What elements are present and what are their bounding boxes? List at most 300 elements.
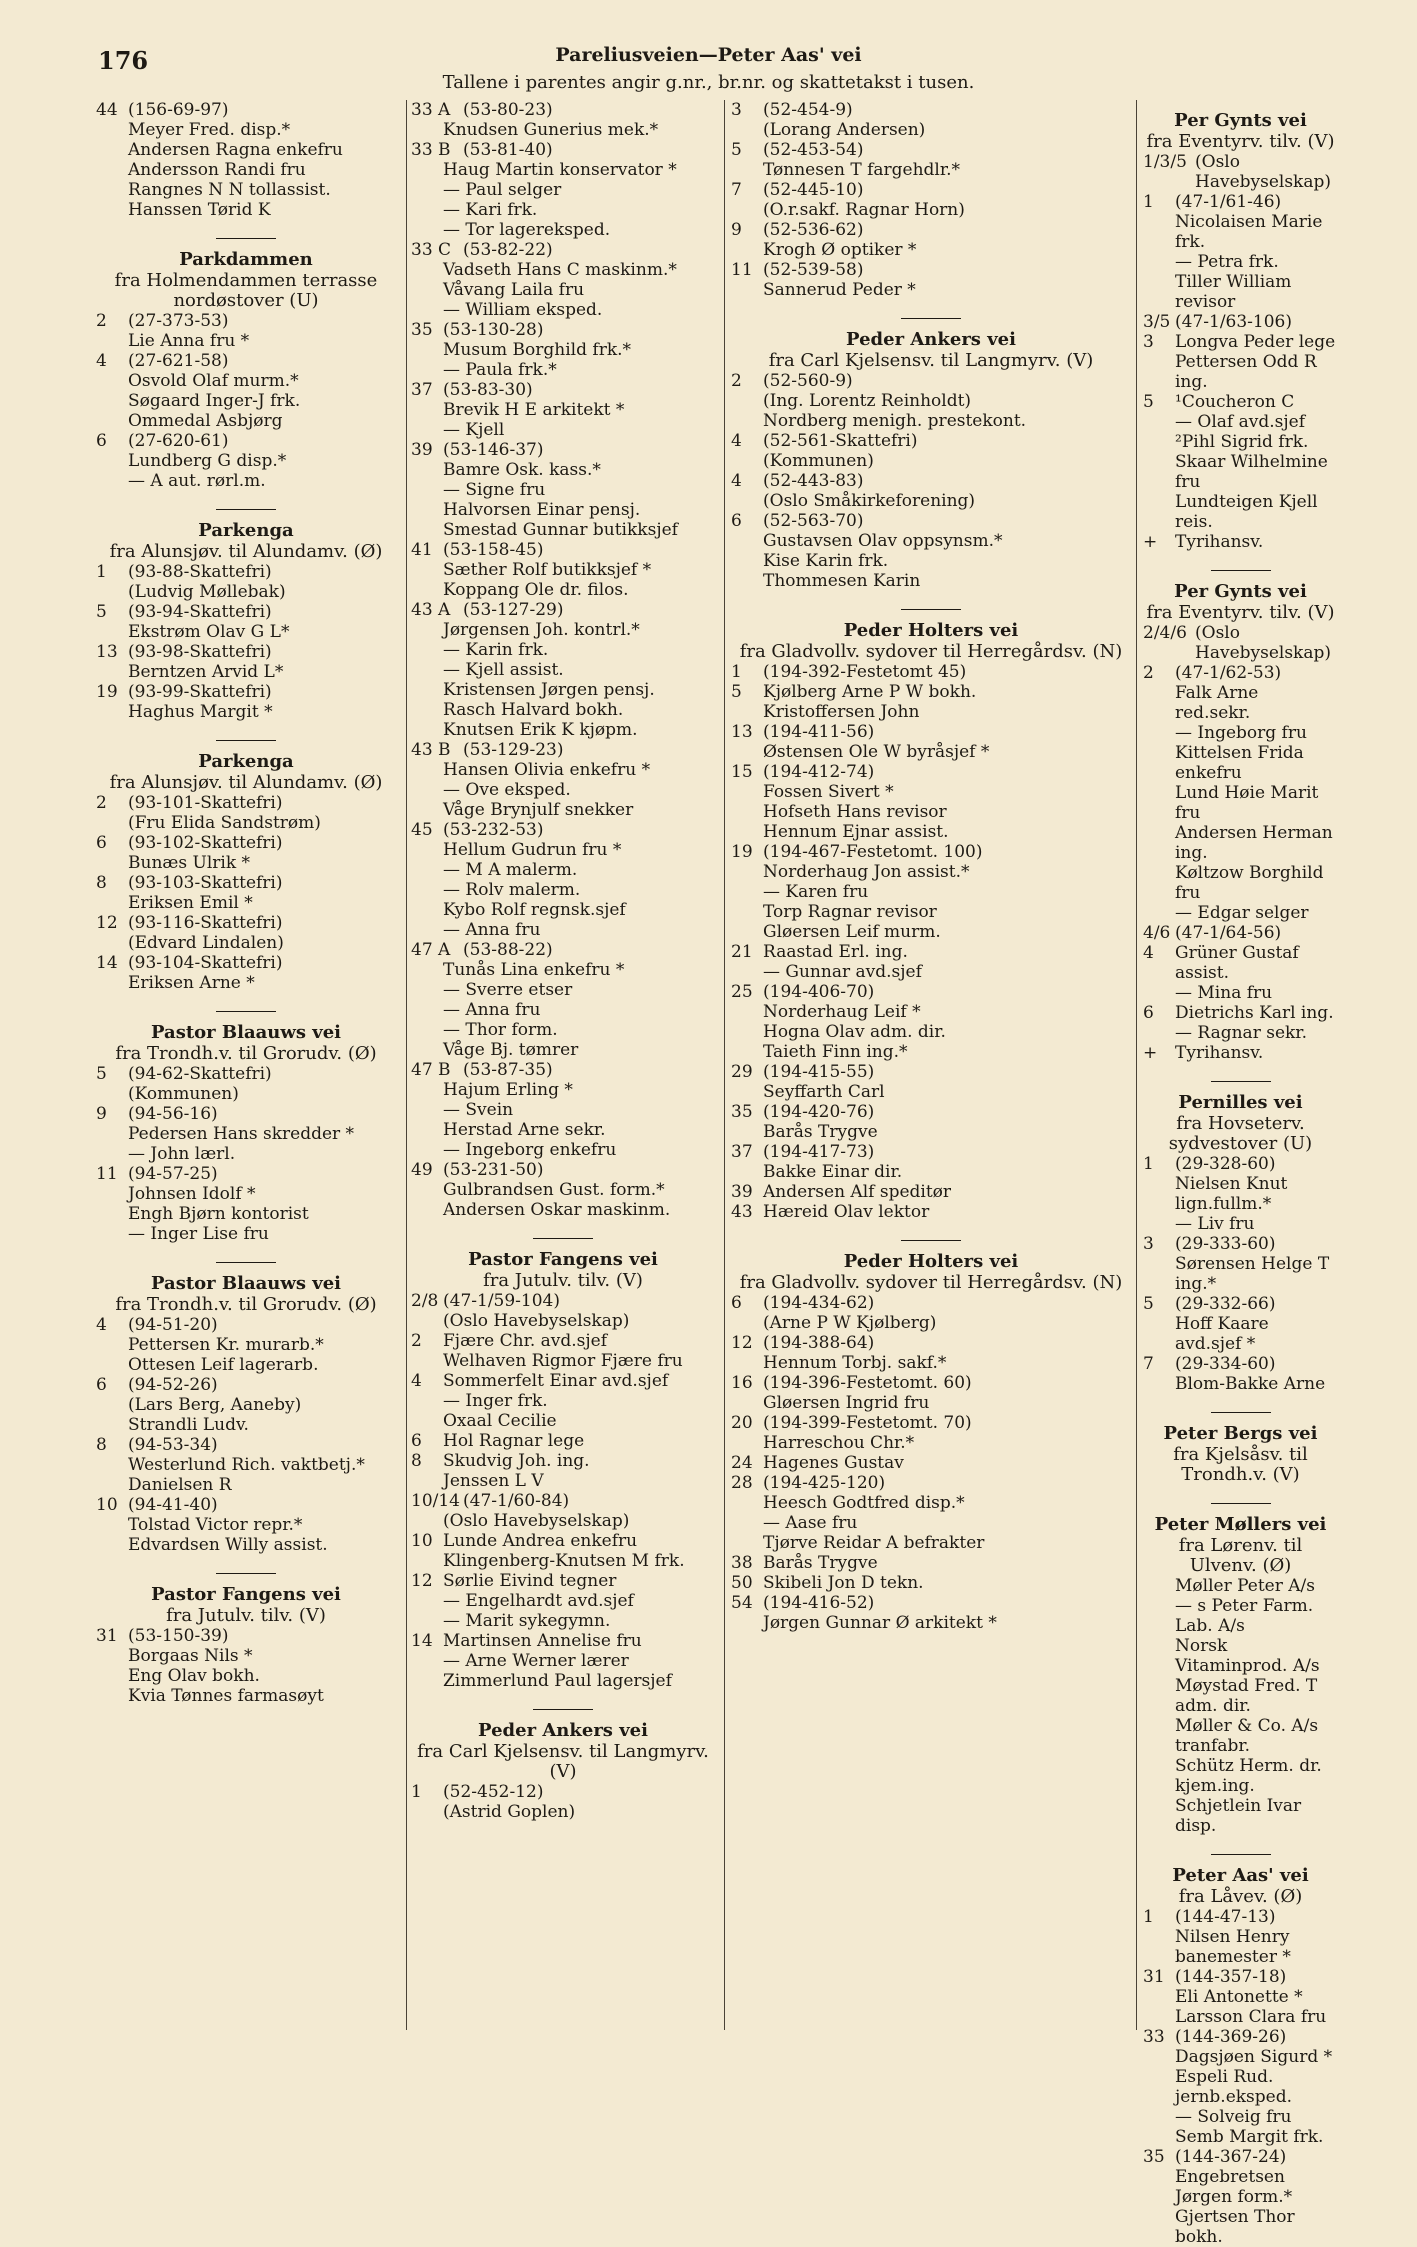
street-description: fra Jutulv. tilv. (V) xyxy=(166,1605,326,1626)
resident-entry: Raastad Erl. ing. xyxy=(763,942,908,962)
house-number: 2 xyxy=(1143,663,1154,683)
list-item xyxy=(731,1333,1131,1353)
resident-entry: Nicolaisen Marie frk. xyxy=(1175,212,1323,252)
house-number xyxy=(96,1535,128,1555)
list-item xyxy=(1143,1716,1338,1756)
street-block xyxy=(731,609,1131,1222)
resident-entry: (Oslo Havebyselskap) xyxy=(443,1511,630,1531)
house-number xyxy=(1143,252,1175,272)
house-number xyxy=(411,360,443,380)
house-number xyxy=(411,760,443,780)
house-number xyxy=(411,800,443,820)
resident-entry: (52-560-9) xyxy=(763,371,853,391)
resident-entry: (53-158-45) xyxy=(443,540,544,560)
house-number xyxy=(411,1311,443,1331)
resident-entry: (194-406-70) xyxy=(763,982,875,1002)
house-number: 47 B xyxy=(411,1060,451,1080)
list-item xyxy=(96,1395,396,1415)
house-number: 28 xyxy=(731,1473,753,1493)
list-item xyxy=(1143,1967,1338,1987)
list-item xyxy=(1143,392,1338,412)
list-item xyxy=(731,802,1131,822)
resident-entry: (52-454-9) xyxy=(763,100,853,120)
resident-entry: — Ragnar sekr. xyxy=(1175,1023,1307,1043)
house-number: 4/6 xyxy=(1143,923,1171,943)
list-item xyxy=(96,451,396,471)
resident-entry: Ottesen Leif lagerarb. xyxy=(128,1355,319,1375)
resident-entry: Musum Borghild frk.* xyxy=(443,340,632,360)
house-number xyxy=(411,920,443,940)
list-item xyxy=(1143,212,1338,252)
resident-entry: Søgaard Inger-J frk. xyxy=(128,391,301,411)
resident-entry: — Kari frk. xyxy=(443,200,538,220)
house-number xyxy=(731,491,763,511)
house-number xyxy=(731,391,763,411)
list-item xyxy=(411,1200,715,1220)
list-item xyxy=(96,411,396,431)
list-item xyxy=(1143,903,1338,923)
list-item xyxy=(731,1393,1131,1413)
house-number xyxy=(731,551,763,571)
resident-entry: (94-62-Skattefri) xyxy=(128,1064,272,1084)
house-number xyxy=(411,420,443,440)
resident-entry: (52-443-83) xyxy=(763,471,864,491)
house-number: 4 xyxy=(731,471,742,491)
street-block xyxy=(411,1238,715,1691)
list-item xyxy=(731,200,1131,220)
resident-entry: — A aut. rørl.m. xyxy=(128,471,266,491)
house-number: 31 xyxy=(96,1626,118,1646)
resident-entry: Lie Anna fru * xyxy=(128,331,250,351)
street-description: fra Hovseterv. sydvestover (U) xyxy=(1168,1113,1313,1154)
section-divider xyxy=(1211,1854,1271,1855)
list-item xyxy=(411,980,715,1000)
house-number xyxy=(96,622,128,642)
resident-entry: Dietrichs Karl ing. xyxy=(1175,1003,1334,1023)
resident-entry: Knudsen Gunerius mek.* xyxy=(443,120,659,140)
house-number: 4 xyxy=(96,351,107,371)
resident-entry: Våvang Laila fru xyxy=(443,280,585,300)
list-item xyxy=(731,1102,1131,1122)
house-number xyxy=(1143,452,1175,492)
house-number xyxy=(1143,412,1175,432)
house-number xyxy=(96,471,128,491)
resident-entry: Grüner Gustaf assist. xyxy=(1175,943,1299,983)
resident-entry: Seyffarth Carl xyxy=(763,1082,885,1102)
resident-entry: — Anna fru xyxy=(443,1000,541,1020)
resident-entry: Larsson Clara fru xyxy=(1175,2007,1327,2027)
house-number xyxy=(1143,272,1175,312)
resident-entry: — Kjell xyxy=(443,420,505,440)
resident-entry: Halvorsen Einar pensj. xyxy=(443,500,641,520)
list-item xyxy=(1143,1596,1338,1636)
list-item xyxy=(411,1060,715,1080)
list-item xyxy=(411,220,715,240)
list-item xyxy=(1143,312,1338,332)
list-item xyxy=(411,900,715,920)
house-number: 7 xyxy=(1143,1354,1154,1374)
house-number: 25 xyxy=(731,982,753,1002)
resident-entry: (Oslo Havebyselskap) xyxy=(1195,623,1332,663)
house-number xyxy=(96,1686,128,1706)
street-description: fra Alunsjøv. til Alundamv. (Ø) xyxy=(109,541,383,562)
house-number xyxy=(411,260,443,280)
resident-entry: — Signe fru xyxy=(443,480,546,500)
list-item xyxy=(96,853,396,873)
street-name: Peder Holters vei xyxy=(843,620,1019,641)
house-number: 8 xyxy=(96,873,107,893)
list-item xyxy=(411,180,715,200)
list-item xyxy=(731,1082,1131,1102)
resident-entry: Herstad Arne sekr. xyxy=(443,1120,606,1140)
list-item xyxy=(731,862,1131,882)
list-item xyxy=(96,873,396,893)
list-item xyxy=(731,531,1131,551)
resident-entry: Kristensen Jørgen pensj. xyxy=(443,680,655,700)
house-number xyxy=(731,1022,763,1042)
resident-entry: (Oslo Havebyselskap) xyxy=(1195,152,1332,192)
list-item xyxy=(96,642,396,662)
list-item xyxy=(411,1391,715,1411)
house-number xyxy=(731,1122,763,1142)
resident-entry: Møystad Fred. T adm. dir. xyxy=(1175,1676,1318,1716)
resident-entry: Hansen Olivia enkefru * xyxy=(443,760,651,780)
house-number xyxy=(1143,492,1175,532)
resident-entry: Eli Antonette * xyxy=(1175,1987,1303,2007)
house-number xyxy=(1143,1174,1175,1214)
list-item xyxy=(96,120,396,140)
list-item xyxy=(411,320,715,340)
resident-entry: Krogh Ø optiker * xyxy=(763,240,917,260)
house-number xyxy=(731,742,763,762)
list-item xyxy=(411,540,715,560)
list-item xyxy=(1143,2207,1338,2247)
house-number xyxy=(1143,723,1175,743)
house-number: 44 xyxy=(96,100,118,120)
house-number: 1 xyxy=(1143,1907,1154,1927)
resident-entry: Oxaal Cecilie xyxy=(443,1411,557,1431)
list-item xyxy=(731,1373,1131,1393)
house-number xyxy=(1143,1214,1175,1234)
resident-entry: Haghus Margit * xyxy=(128,702,273,722)
street-name: Peter Aas' vei xyxy=(1172,1865,1309,1886)
resident-entry: Semb Margit frk. xyxy=(1175,2127,1324,2147)
house-number xyxy=(1143,1927,1175,1967)
list-item xyxy=(411,1080,715,1100)
resident-entry: (53-82-22) xyxy=(463,240,553,260)
resident-entry: (Ing. Lorentz Reinholdt) xyxy=(763,391,972,411)
resident-entry: (194-417-73) xyxy=(763,1142,875,1162)
house-number: 2 xyxy=(96,311,107,331)
resident-entry: — Ove eksped. xyxy=(443,780,571,800)
list-item xyxy=(731,882,1131,902)
house-number: 12 xyxy=(731,1333,753,1353)
resident-entry: Smestad Gunnar butikksjef xyxy=(443,520,678,540)
house-number: 19 xyxy=(96,682,118,702)
resident-entry: (156-69-97) xyxy=(128,100,229,120)
resident-entry: Heesch Godtfred disp.* xyxy=(763,1493,965,1513)
list-item xyxy=(731,1533,1131,1553)
house-number: 37 xyxy=(411,380,433,400)
resident-entry: (29-333-60) xyxy=(1175,1234,1276,1254)
resident-entry: (93-116-Skattefri) xyxy=(128,913,283,933)
street-block xyxy=(1143,1412,1338,1485)
resident-entry: (94-57-25) xyxy=(128,1164,218,1184)
resident-entry: Norderhaug Leif * xyxy=(763,1002,921,1022)
list-item xyxy=(411,1180,715,1200)
resident-entry: Hennum Torbj. sakf.* xyxy=(763,1353,947,1373)
resident-entry: (47-1/62-53) xyxy=(1175,663,1282,683)
house-number xyxy=(1143,2167,1175,2207)
street-block xyxy=(731,1240,1131,1633)
street-name: Parkenga xyxy=(198,520,294,541)
list-item xyxy=(96,371,396,391)
resident-entry: Sørlie Eivind tegner xyxy=(443,1571,617,1591)
resident-entry: Jørgen Gunnar Ø arkitekt * xyxy=(763,1613,997,1633)
list-item xyxy=(1143,623,1338,663)
resident-entry: (93-98-Skattefri) xyxy=(128,642,272,662)
list-item xyxy=(731,160,1131,180)
list-item xyxy=(1143,1154,1338,1174)
list-item xyxy=(1143,1636,1338,1676)
house-number: 43 A xyxy=(411,600,451,620)
list-item xyxy=(96,311,396,331)
list-item xyxy=(1143,432,1338,452)
list-item xyxy=(411,1591,715,1611)
resident-entry: Hajum Erling * xyxy=(443,1080,573,1100)
list-item xyxy=(411,960,715,980)
section-divider xyxy=(1211,1412,1271,1413)
resident-entry: (194-396-Festetomt. 60) xyxy=(763,1373,972,1393)
house-number xyxy=(96,391,128,411)
house-number xyxy=(1143,743,1175,783)
resident-entry: (144-47-13) xyxy=(1175,1907,1276,1927)
list-item xyxy=(96,1224,396,1244)
resident-entry: Sannerud Peder * xyxy=(763,280,916,300)
list-item xyxy=(731,451,1131,471)
resident-entry: Knutsen Erik K kjøpm. xyxy=(443,720,638,740)
street-description: fra Gladvollv. sydover til Herregårdsv. (N) xyxy=(739,641,1123,662)
list-item xyxy=(96,1204,396,1224)
list-item xyxy=(1143,983,1338,1003)
resident-entry: Schütz Herm. dr. kjem.ing. xyxy=(1175,1756,1322,1796)
house-number xyxy=(411,840,443,860)
house-number: 5 xyxy=(1143,392,1154,412)
list-item xyxy=(1143,452,1338,492)
resident-entry: (144-369-26) xyxy=(1175,2027,1287,2047)
list-item xyxy=(96,100,396,120)
resident-entry: Pedersen Hans skredder * xyxy=(128,1124,355,1144)
list-item xyxy=(411,460,715,480)
house-number xyxy=(731,902,763,922)
street-block xyxy=(1143,1081,1338,1394)
resident-entry: Gustavsen Olav oppsynsm.* xyxy=(763,531,1003,551)
house-number: 19 xyxy=(731,842,753,862)
list-item xyxy=(96,933,396,953)
house-number xyxy=(731,1353,763,1373)
house-number xyxy=(96,1124,128,1144)
house-number xyxy=(1143,1716,1175,1756)
house-number xyxy=(1143,1676,1175,1716)
street-block xyxy=(731,318,1131,591)
list-item xyxy=(1143,1003,1338,1023)
house-number: 10/14 xyxy=(411,1491,460,1511)
house-number xyxy=(96,180,128,200)
list-item xyxy=(411,1782,715,1802)
list-item xyxy=(731,1353,1131,1373)
list-item xyxy=(1143,272,1338,312)
resident-entry: — Gunnar avd.sjef xyxy=(763,962,922,982)
house-number xyxy=(96,1144,128,1164)
list-item xyxy=(1143,2107,1338,2127)
house-number: 6 xyxy=(731,511,742,531)
house-number: 9 xyxy=(96,1104,107,1124)
resident-entry: (53-88-22) xyxy=(463,940,553,960)
list-item xyxy=(731,551,1131,571)
resident-entry: Haug Martin konservator * xyxy=(443,160,677,180)
house-number: 6 xyxy=(1143,1003,1154,1023)
resident-entry: Norsk Vitaminprod. A/s xyxy=(1175,1636,1320,1676)
list-item xyxy=(411,680,715,700)
resident-entry: (27-620-61) xyxy=(128,431,229,451)
list-item xyxy=(731,491,1131,511)
house-number: 10 xyxy=(96,1495,118,1515)
house-number xyxy=(731,280,763,300)
list-item xyxy=(731,471,1131,491)
list-item xyxy=(1143,1043,1338,1063)
house-number xyxy=(731,411,763,431)
house-number: 1 xyxy=(1143,1154,1154,1174)
resident-entry: Østensen Ole W byråsjef * xyxy=(763,742,990,762)
section-divider xyxy=(216,1573,276,1574)
house-number xyxy=(411,980,443,1000)
list-item xyxy=(731,280,1131,300)
resident-entry: Kybo Rolf regnsk.sjef xyxy=(443,900,626,920)
house-number xyxy=(1143,1596,1175,1636)
resident-entry: — Paul selger xyxy=(443,180,562,200)
street-block xyxy=(411,1709,715,1822)
resident-entry: (93-88-Skattefri) xyxy=(128,562,272,582)
list-item xyxy=(96,1375,396,1395)
house-number xyxy=(1143,1796,1175,1836)
resident-entry: — Kjell assist. xyxy=(443,660,564,680)
house-number xyxy=(1143,2207,1175,2247)
resident-entry: — Ingeborg fru xyxy=(1175,723,1307,743)
resident-entry: Sommerfelt Einar avd.sjef xyxy=(443,1371,669,1391)
list-item xyxy=(731,240,1131,260)
resident-entry: — Thor form. xyxy=(443,1020,558,1040)
house-number xyxy=(411,200,443,220)
list-item xyxy=(731,1413,1131,1433)
list-item xyxy=(96,602,396,622)
resident-entry: Andersson Randi fru xyxy=(128,160,306,180)
list-item xyxy=(1143,743,1338,783)
house-number: 33 C xyxy=(411,240,452,260)
resident-entry: Sæther Rolf butikksjef * xyxy=(443,560,652,580)
list-item xyxy=(411,1160,715,1180)
list-item xyxy=(731,1293,1131,1313)
house-number xyxy=(96,702,128,722)
list-item xyxy=(1143,1756,1338,1796)
street-block xyxy=(1143,570,1338,1063)
house-number xyxy=(96,813,128,833)
street-description: fra Gladvollv. sydover til Herregårdsv. (N) xyxy=(739,1272,1123,1293)
house-number: 38 xyxy=(731,1553,753,1573)
resident-entry: (194-434-62) xyxy=(763,1293,875,1313)
list-item xyxy=(731,1513,1131,1533)
list-item xyxy=(411,740,715,760)
list-item xyxy=(1143,1254,1338,1294)
house-number xyxy=(731,1002,763,1022)
resident-entry: Zimmerlund Paul lagersjef xyxy=(443,1671,672,1691)
list-item xyxy=(96,1515,396,1535)
house-number xyxy=(96,933,128,953)
list-item xyxy=(96,1184,396,1204)
house-number xyxy=(1143,683,1175,723)
list-item xyxy=(96,1355,396,1375)
list-item xyxy=(411,820,715,840)
house-number xyxy=(96,1415,128,1435)
section-divider xyxy=(533,1238,593,1239)
resident-entry: — Tor lagereksped. xyxy=(443,220,611,240)
resident-entry: Strandli Ludv. xyxy=(128,1415,249,1435)
list-item xyxy=(411,260,715,280)
street-name: Parkenga xyxy=(198,751,294,772)
resident-entry: Nordberg menigh. prestekont. xyxy=(763,411,1027,431)
house-number xyxy=(96,1455,128,1475)
list-item xyxy=(411,560,715,580)
resident-entry: Schjetlein Ivar disp. xyxy=(1175,1796,1302,1836)
resident-entry: — Sverre etser xyxy=(443,980,573,1000)
resident-entry: (53-87-35) xyxy=(463,1060,553,1080)
list-item xyxy=(731,1022,1131,1042)
resident-entry: — Engelhardt avd.sjef xyxy=(443,1591,634,1611)
house-number: 13 xyxy=(731,722,753,742)
street-block xyxy=(96,1262,396,1555)
resident-entry: (Lorang Andersen) xyxy=(763,120,926,140)
list-item xyxy=(411,780,715,800)
resident-entry: Hol Ragnar lege xyxy=(443,1431,585,1451)
resident-entry: — William eksped. xyxy=(443,300,603,320)
list-item xyxy=(1143,492,1338,532)
street-block xyxy=(731,100,1131,300)
resident-entry: — Rolv malerm. xyxy=(443,880,581,900)
resident-entry: — Liv fru xyxy=(1175,1214,1255,1234)
resident-entry: Nilsen Henry banemester * xyxy=(1175,1927,1291,1967)
list-item xyxy=(96,1164,396,1184)
house-number xyxy=(96,331,128,351)
house-number xyxy=(96,451,128,471)
street-description: fra Lørenv. til Ulvenv. (Ø) xyxy=(1178,1535,1303,1576)
resident-entry: Pettersen Kr. murarb.* xyxy=(128,1335,324,1355)
house-number xyxy=(411,1000,443,1020)
house-number xyxy=(411,300,443,320)
list-item xyxy=(1143,532,1338,552)
resident-entry: Torp Ragnar revisor xyxy=(763,902,937,922)
house-number xyxy=(731,1162,763,1182)
column-2 xyxy=(406,100,715,2030)
house-number: 4 xyxy=(96,1315,107,1335)
list-item xyxy=(1143,1796,1338,1836)
house-number xyxy=(96,1335,128,1355)
resident-entry: (Edvard Lindalen) xyxy=(128,933,284,953)
house-number xyxy=(411,120,443,140)
list-item xyxy=(731,1202,1131,1222)
street-name: Per Gynts vei xyxy=(1174,110,1307,131)
resident-entry: Fossen Sivert * xyxy=(763,782,894,802)
house-number: 4 xyxy=(1143,943,1154,963)
house-number xyxy=(96,1515,128,1535)
